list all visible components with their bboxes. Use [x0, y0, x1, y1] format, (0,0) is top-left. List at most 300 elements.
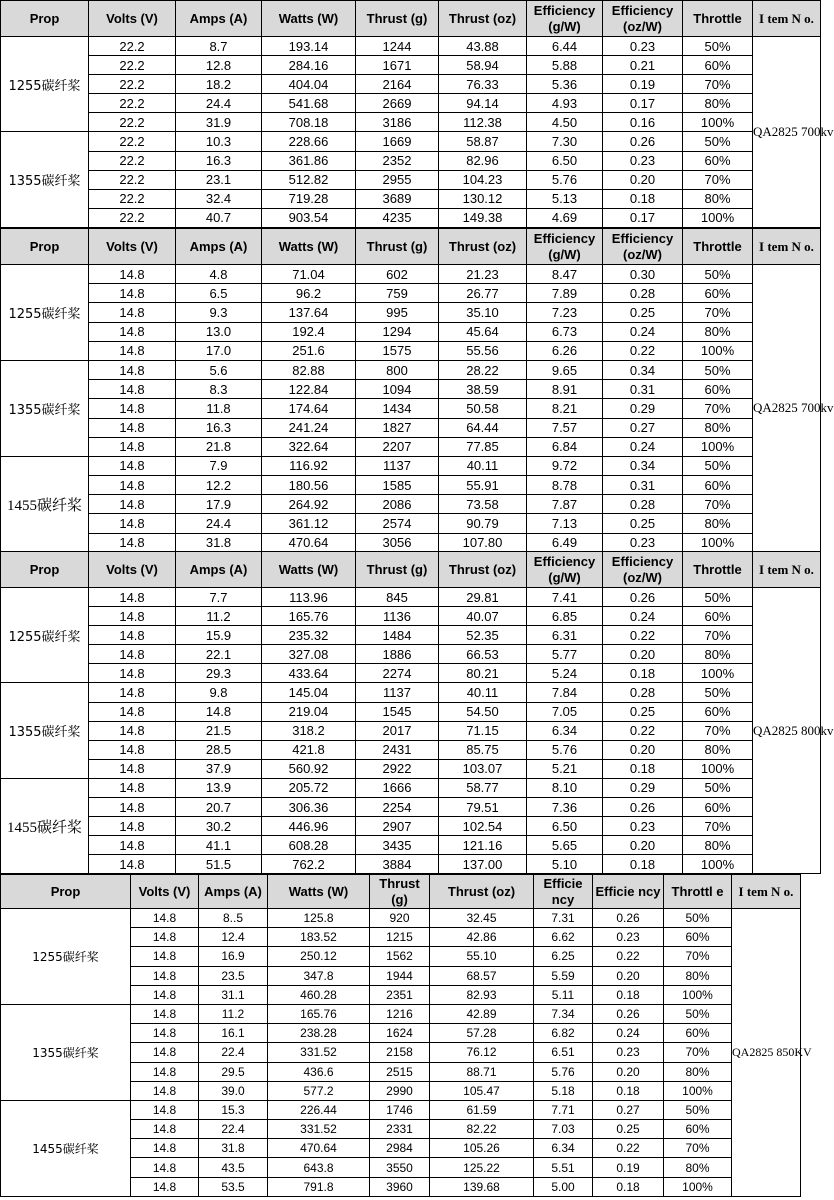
cell-volts: 22.2	[89, 132, 176, 151]
cell-thrust-g: 1137	[356, 456, 439, 475]
cell-thrust-oz: 55.56	[439, 341, 527, 360]
cell-thrust-oz: 102.54	[439, 817, 527, 836]
cell-thrust-oz: 38.59	[439, 380, 527, 399]
cell-eff-ozw: 0.26	[603, 798, 683, 817]
cell-eff-ozw: 0.20	[603, 836, 683, 855]
cell-amps: 7.7	[176, 588, 262, 607]
cell-eff-ozw: 0.26	[593, 909, 664, 928]
cell-amps: 13.9	[176, 778, 262, 797]
header-volts: Volts (V)	[89, 229, 176, 265]
cell-throttle: 100%	[683, 113, 753, 132]
cell-throttle: 80%	[683, 94, 753, 113]
cell-throttle: 50%	[683, 265, 753, 284]
cell-thrust-g: 920	[370, 909, 430, 928]
cell-eff-ozw: 0.31	[603, 380, 683, 399]
cell-watts: 306.36	[262, 798, 356, 817]
item-model: QA2825 700kv	[753, 37, 821, 228]
cell-volts: 14.8	[89, 626, 176, 645]
cell-eff-gw: 6.50	[527, 817, 603, 836]
cell-amps: 17.9	[176, 495, 262, 514]
cell-eff-ozw: 0.20	[603, 645, 683, 664]
cell-eff-gw: 5.76	[534, 1062, 593, 1081]
cell-eff-ozw: 0.22	[593, 947, 664, 966]
cell-amps: 40.7	[176, 208, 262, 227]
table-row	[1, 75, 821, 94]
cell-amps: 16.9	[199, 947, 268, 966]
cell-volts: 14.8	[89, 533, 176, 552]
cell-watts: 264.92	[262, 495, 356, 514]
table-row	[1, 132, 821, 151]
cell-thrust-oz: 54.50	[439, 702, 527, 721]
cell-eff-gw: 7.34	[534, 1004, 593, 1023]
cell-volts: 14.8	[89, 836, 176, 855]
cell-amps: 9.8	[176, 683, 262, 702]
cell-eff-gw: 7.23	[527, 303, 603, 322]
cell-amps: 13.0	[176, 322, 262, 341]
cell-eff-gw: 6.26	[527, 341, 603, 360]
cell-throttle: 70%	[683, 721, 753, 740]
cell-eff-gw: 6.82	[534, 1024, 593, 1043]
cell-eff-gw: 7.84	[527, 683, 603, 702]
table-row	[1, 588, 821, 607]
cell-amps: 12.8	[176, 56, 262, 75]
cell-eff-ozw: 0.25	[603, 303, 683, 322]
cell-thrust-oz: 149.38	[439, 208, 527, 227]
cell-throttle: 80%	[683, 418, 753, 437]
cell-eff-ozw: 0.20	[593, 1062, 664, 1081]
cell-watts: 421.8	[262, 740, 356, 759]
cell-amps: 43.5	[199, 1158, 268, 1177]
cell-watts: 327.08	[262, 645, 356, 664]
cell-watts: 205.72	[262, 778, 356, 797]
cell-throttle: 100%	[683, 759, 753, 778]
cell-watts: 116.92	[262, 456, 356, 475]
cell-thrust-g: 2274	[356, 664, 439, 683]
cell-thrust-oz: 107.80	[439, 533, 527, 552]
cell-eff-ozw: 0.23	[603, 533, 683, 552]
header-thrust-oz: Thrust (oz)	[439, 1, 527, 37]
cell-thrust-oz: 137.00	[439, 855, 527, 874]
cell-thrust-g: 1827	[356, 418, 439, 437]
cell-thrust-oz: 42.89	[430, 1004, 534, 1023]
cell-throttle: 60%	[683, 702, 753, 721]
cell-thrust-g: 2207	[356, 437, 439, 456]
cell-thrust-g: 995	[356, 303, 439, 322]
cell-volts: 14.8	[89, 380, 176, 399]
cell-eff-ozw: 0.29	[603, 399, 683, 418]
cell-amps: 4.8	[176, 265, 262, 284]
cell-eff-gw: 5.18	[534, 1081, 593, 1100]
cell-watts: 577.2	[268, 1081, 370, 1100]
cell-thrust-g: 1136	[356, 607, 439, 626]
cell-eff-gw: 6.49	[527, 533, 603, 552]
cell-eff-ozw: 0.23	[593, 1043, 664, 1062]
prop-label: 1355碳纤桨	[1, 683, 89, 778]
cell-thrust-oz: 57.28	[430, 1024, 534, 1043]
cell-eff-ozw: 0.26	[593, 1004, 664, 1023]
cell-eff-gw: 4.50	[527, 113, 603, 132]
table-row	[1, 683, 821, 702]
cell-thrust-g: 1671	[356, 56, 439, 75]
cell-throttle: 50%	[683, 360, 753, 379]
cell-thrust-g: 3435	[356, 836, 439, 855]
cell-volts: 14.8	[131, 928, 199, 947]
cell-watts: 322.64	[262, 437, 356, 456]
cell-throttle: 70%	[683, 75, 753, 94]
cell-throttle: 60%	[683, 151, 753, 170]
cell-throttle: 70%	[683, 399, 753, 418]
cell-thrust-oz: 121.16	[439, 836, 527, 855]
table-row	[1, 284, 821, 303]
cell-eff-ozw: 0.22	[603, 626, 683, 645]
cell-eff-gw: 5.59	[534, 966, 593, 985]
cell-watts: 238.28	[268, 1024, 370, 1043]
cell-eff-ozw: 0.17	[603, 94, 683, 113]
cell-thrust-g: 2907	[356, 817, 439, 836]
cell-eff-gw: 8.47	[527, 265, 603, 284]
cell-thrust-oz: 82.96	[439, 151, 527, 170]
cell-volts: 14.8	[131, 1004, 199, 1023]
header-row	[1, 229, 821, 265]
header-item-no: I tem N o.	[753, 229, 821, 265]
prop-label: 1255碳纤桨	[1, 265, 89, 361]
cell-thrust-g: 2955	[356, 170, 439, 189]
cell-eff-ozw: 0.25	[603, 514, 683, 533]
performance-table-2	[0, 228, 834, 553]
cell-eff-ozw: 0.23	[603, 151, 683, 170]
cell-throttle: 60%	[683, 56, 753, 75]
cell-amps: 11.8	[176, 399, 262, 418]
table-row	[1, 303, 821, 322]
cell-amps: 31.8	[199, 1139, 268, 1158]
cell-amps: 21.5	[176, 721, 262, 740]
cell-eff-ozw: 0.26	[603, 588, 683, 607]
cell-eff-gw: 7.30	[527, 132, 603, 151]
cell-throttle: 100%	[683, 437, 753, 456]
cell-amps: 22.4	[199, 1120, 268, 1139]
header-watts: Watts (W)	[262, 552, 356, 588]
prop-label: 1455碳纤桨	[1, 1100, 131, 1196]
cell-amps: 22.1	[176, 645, 262, 664]
cell-amps: 31.8	[176, 533, 262, 552]
cell-throttle: 50%	[683, 132, 753, 151]
header-amps: Amps (A)	[176, 552, 262, 588]
cell-eff-gw: 8.10	[527, 778, 603, 797]
cell-eff-ozw: 0.24	[603, 322, 683, 341]
header-eff-ozw: Efficie ncy	[593, 875, 664, 909]
cell-eff-ozw: 0.23	[603, 817, 683, 836]
table-row	[1, 778, 821, 797]
cell-eff-gw: 6.73	[527, 322, 603, 341]
cell-thrust-oz: 76.33	[439, 75, 527, 94]
cell-eff-gw: 6.44	[527, 37, 603, 56]
cell-amps: 24.4	[176, 94, 262, 113]
table-row	[1, 702, 821, 721]
header-eff-gw: Efficiency (g/W)	[527, 552, 603, 588]
header-eff-gw: Efficie ncy	[534, 875, 593, 909]
cell-eff-ozw: 0.19	[603, 75, 683, 94]
header-eff-ozw: Efficiency (oz/W)	[603, 552, 683, 588]
cell-eff-gw: 6.34	[527, 721, 603, 740]
performance-table-4	[0, 874, 812, 1197]
cell-thrust-oz: 26.77	[439, 284, 527, 303]
cell-thrust-g: 2254	[356, 798, 439, 817]
header-item-no: I tem N o.	[732, 875, 801, 909]
cell-thrust-oz: 58.77	[439, 778, 527, 797]
cell-thrust-oz: 40.11	[439, 456, 527, 475]
cell-eff-ozw: 0.18	[593, 1081, 664, 1100]
cell-thrust-oz: 80.21	[439, 664, 527, 683]
cell-throttle: 100%	[664, 1177, 732, 1196]
cell-watts: 433.64	[262, 664, 356, 683]
table-row	[1, 94, 821, 113]
cell-volts: 22.2	[89, 37, 176, 56]
cell-amps: 8.7	[176, 37, 262, 56]
table-row	[1, 189, 821, 208]
cell-eff-gw: 6.34	[534, 1139, 593, 1158]
cell-thrust-oz: 82.22	[430, 1120, 534, 1139]
cell-eff-ozw: 0.18	[603, 189, 683, 208]
cell-throttle: 50%	[664, 909, 732, 928]
cell-thrust-oz: 21.23	[439, 265, 527, 284]
cell-watts: 903.54	[262, 208, 356, 227]
cell-amps: 16.3	[176, 151, 262, 170]
cell-watts: 125.8	[268, 909, 370, 928]
header-throttle: Throttle	[683, 552, 753, 588]
header-thrust-oz: Thrust (oz)	[439, 552, 527, 588]
cell-thrust-g: 3689	[356, 189, 439, 208]
cell-volts: 14.8	[89, 437, 176, 456]
cell-volts: 14.8	[131, 985, 199, 1004]
cell-thrust-g: 1215	[370, 928, 430, 947]
cell-volts: 14.8	[89, 759, 176, 778]
header-watts: Watts (W)	[268, 875, 370, 909]
cell-throttle: 100%	[664, 1081, 732, 1100]
cell-thrust-g: 1294	[356, 322, 439, 341]
header-throttle: Throttle	[683, 229, 753, 265]
cell-volts: 22.2	[89, 94, 176, 113]
cell-amps: 14.8	[176, 702, 262, 721]
cell-volts: 14.8	[89, 399, 176, 418]
cell-eff-ozw: 0.28	[603, 284, 683, 303]
cell-watts: 436.6	[268, 1062, 370, 1081]
cell-volts: 14.8	[89, 322, 176, 341]
cell-volts: 22.2	[89, 113, 176, 132]
cell-eff-ozw: 0.18	[603, 664, 683, 683]
cell-volts: 14.8	[89, 360, 176, 379]
cell-eff-gw: 5.21	[527, 759, 603, 778]
cell-volts: 14.8	[89, 702, 176, 721]
cell-volts: 14.8	[89, 778, 176, 797]
cell-thrust-g: 2669	[356, 94, 439, 113]
cell-watts: 71.04	[262, 265, 356, 284]
cell-volts: 14.8	[89, 855, 176, 874]
header-amps: Amps (A)	[176, 1, 262, 37]
cell-eff-ozw: 0.18	[593, 1177, 664, 1196]
table-row	[1, 836, 821, 855]
cell-eff-gw: 5.13	[527, 189, 603, 208]
cell-throttle: 70%	[683, 303, 753, 322]
cell-eff-gw: 6.85	[527, 607, 603, 626]
cell-thrust-oz: 40.11	[439, 683, 527, 702]
table-row	[1, 113, 821, 132]
cell-eff-gw: 6.50	[527, 151, 603, 170]
cell-amps: 31.9	[176, 113, 262, 132]
table-row	[1, 399, 821, 418]
cell-volts: 14.8	[131, 1139, 199, 1158]
cell-watts: 174.64	[262, 399, 356, 418]
cell-amps: 51.5	[176, 855, 262, 874]
table-row	[1, 341, 821, 360]
header-prop: Prop	[1, 229, 89, 265]
table-row	[1, 817, 821, 836]
cell-thrust-g: 2922	[356, 759, 439, 778]
cell-amps: 23.5	[199, 966, 268, 985]
cell-thrust-g: 3056	[356, 533, 439, 552]
cell-thrust-oz: 130.12	[439, 189, 527, 208]
cell-volts: 14.8	[131, 1024, 199, 1043]
cell-watts: 180.56	[262, 476, 356, 495]
cell-throttle: 80%	[683, 836, 753, 855]
table-row	[1, 208, 821, 227]
cell-eff-ozw: 0.24	[603, 607, 683, 626]
cell-volts: 14.8	[89, 476, 176, 495]
cell-amps: 21.8	[176, 437, 262, 456]
header-item-no: I tem N o.	[753, 1, 821, 37]
cell-thrust-g: 1944	[370, 966, 430, 985]
cell-volts: 14.8	[131, 1120, 199, 1139]
cell-watts: 361.86	[262, 151, 356, 170]
cell-thrust-g: 1562	[370, 947, 430, 966]
cell-eff-ozw: 0.30	[603, 265, 683, 284]
table-row	[1, 56, 821, 75]
cell-thrust-g: 2086	[356, 495, 439, 514]
cell-volts: 14.8	[131, 1100, 199, 1119]
cell-eff-gw: 5.88	[527, 56, 603, 75]
cell-eff-gw: 7.87	[527, 495, 603, 514]
table-row	[1, 37, 821, 56]
header-amps: Amps (A)	[199, 875, 268, 909]
header-watts: Watts (W)	[262, 1, 356, 37]
cell-watts: 460.28	[268, 985, 370, 1004]
cell-volts: 14.8	[89, 683, 176, 702]
cell-thrust-oz: 29.81	[439, 588, 527, 607]
cell-thrust-g: 1886	[356, 645, 439, 664]
cell-thrust-oz: 58.94	[439, 56, 527, 75]
header-amps: Amps (A)	[176, 229, 262, 265]
cell-watts: 235.32	[262, 626, 356, 645]
cell-volts: 14.8	[89, 265, 176, 284]
performance-table-3	[0, 551, 834, 874]
cell-throttle: 80%	[683, 189, 753, 208]
cell-eff-gw: 7.71	[534, 1100, 593, 1119]
cell-watts: 708.18	[262, 113, 356, 132]
cell-eff-gw: 7.36	[527, 798, 603, 817]
cell-volts: 14.8	[89, 514, 176, 533]
prop-label: 1355碳纤桨	[1, 132, 89, 227]
cell-thrust-oz: 55.10	[430, 947, 534, 966]
cell-watts: 219.04	[262, 702, 356, 721]
cell-thrust-oz: 40.07	[439, 607, 527, 626]
table-row	[1, 151, 821, 170]
header-prop: Prop	[1, 875, 131, 909]
cell-thrust-g: 2331	[370, 1120, 430, 1139]
cell-throttle: 50%	[664, 1100, 732, 1119]
prop-label: 1455碳纤桨	[1, 778, 89, 873]
performance-table-1	[0, 0, 834, 228]
cell-thrust-oz: 71.15	[439, 721, 527, 740]
cell-throttle: 60%	[664, 1120, 732, 1139]
cell-thrust-g: 2990	[370, 1081, 430, 1100]
cell-thrust-oz: 68.57	[430, 966, 534, 985]
table-row	[1, 456, 821, 475]
cell-throttle: 70%	[683, 495, 753, 514]
table-row	[1, 664, 821, 683]
cell-thrust-oz: 139.68	[430, 1177, 534, 1196]
cell-thrust-g: 1545	[356, 702, 439, 721]
cell-eff-ozw: 0.34	[603, 456, 683, 475]
cell-thrust-oz: 82.93	[430, 985, 534, 1004]
cell-volts: 14.8	[131, 1177, 199, 1196]
cell-volts: 22.2	[89, 170, 176, 189]
cell-volts: 14.8	[131, 1081, 199, 1100]
cell-watts: 193.14	[262, 37, 356, 56]
item-model: QA2825 700kv	[753, 265, 821, 553]
cell-thrust-oz: 85.75	[439, 740, 527, 759]
cell-eff-gw: 5.77	[527, 645, 603, 664]
table-row	[1, 170, 821, 189]
table-row	[1, 495, 821, 514]
cell-eff-ozw: 0.28	[603, 683, 683, 702]
cell-throttle: 70%	[664, 1043, 732, 1062]
cell-eff-ozw: 0.19	[593, 1158, 664, 1177]
cell-watts: 96.2	[262, 284, 356, 303]
cell-eff-ozw: 0.26	[603, 132, 683, 151]
cell-watts: 541.68	[262, 94, 356, 113]
cell-throttle: 80%	[664, 1062, 732, 1081]
header-eff-ozw: Efficiency (oz/W)	[603, 229, 683, 265]
cell-thrust-oz: 103.07	[439, 759, 527, 778]
cell-amps: 11.2	[199, 1004, 268, 1023]
cell-eff-gw: 5.11	[534, 985, 593, 1004]
header-thrust-oz: Thrust (oz)	[430, 875, 534, 909]
header-eff-gw: Efficiency (g/W)	[527, 1, 603, 37]
cell-volts: 14.8	[89, 495, 176, 514]
cell-thrust-g: 2515	[370, 1062, 430, 1081]
cell-throttle: 50%	[664, 1004, 732, 1023]
cell-amps: 8.3	[176, 380, 262, 399]
cell-watts: 446.96	[262, 817, 356, 836]
cell-watts: 331.52	[268, 1120, 370, 1139]
cell-amps: 15.3	[199, 1100, 268, 1119]
header-thrust-g: Thrust (g)	[356, 1, 439, 37]
cell-throttle: 50%	[683, 683, 753, 702]
cell-eff-ozw: 0.22	[603, 341, 683, 360]
cell-amps: 37.9	[176, 759, 262, 778]
cell-eff-gw: 5.00	[534, 1177, 593, 1196]
cell-amps: 15.9	[176, 626, 262, 645]
cell-thrust-oz: 77.85	[439, 437, 527, 456]
cell-eff-ozw: 0.27	[593, 1100, 664, 1119]
cell-volts: 14.8	[89, 607, 176, 626]
cell-eff-gw: 5.51	[534, 1158, 593, 1177]
cell-throttle: 50%	[683, 37, 753, 56]
cell-watts: 608.28	[262, 836, 356, 855]
cell-throttle: 100%	[683, 855, 753, 874]
cell-eff-ozw: 0.22	[603, 721, 683, 740]
cell-throttle: 100%	[683, 208, 753, 227]
cell-thrust-g: 1484	[356, 626, 439, 645]
